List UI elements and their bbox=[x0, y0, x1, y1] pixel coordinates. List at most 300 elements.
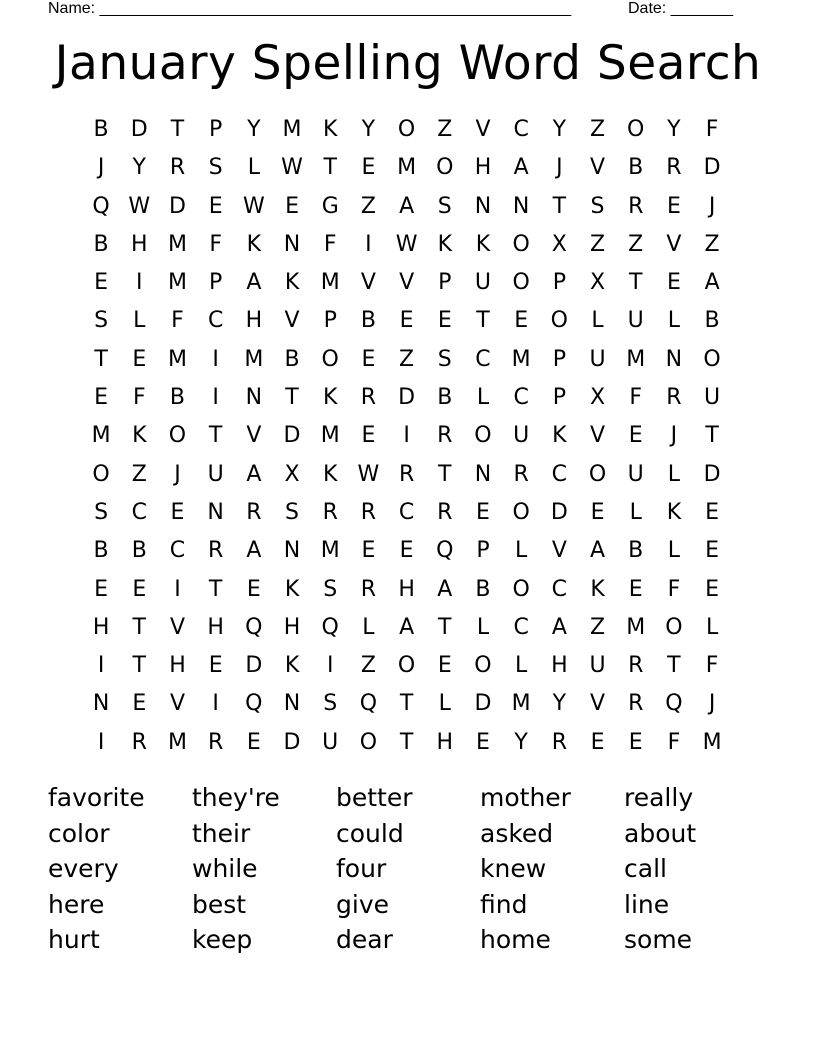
grid-letter: U bbox=[627, 308, 644, 334]
word-list-item: keep bbox=[192, 925, 253, 954]
grid-letter: E bbox=[170, 499, 185, 525]
grid-letter: I bbox=[97, 653, 105, 679]
grid-letter: R bbox=[360, 385, 377, 411]
grid-letter: R bbox=[513, 461, 529, 487]
grid-letter: E bbox=[628, 729, 643, 755]
grid-letter: J bbox=[556, 155, 563, 181]
grid-letter: D bbox=[130, 117, 148, 142]
word-list-item: color bbox=[48, 818, 110, 848]
grid-letter: R bbox=[398, 461, 415, 487]
grid-letter: Z bbox=[589, 614, 606, 640]
grid-letter: Q bbox=[321, 614, 339, 640]
grid-letter: K bbox=[437, 231, 452, 257]
grid-letter: C bbox=[131, 499, 147, 525]
grid-letter: O bbox=[512, 499, 530, 525]
grid-letter: C bbox=[513, 614, 529, 640]
grid-row bbox=[82, 149, 732, 187]
grid-row bbox=[82, 111, 732, 149]
grid-letter: T bbox=[438, 614, 452, 640]
grid-letter: T bbox=[132, 614, 146, 640]
word-list-item: every bbox=[48, 854, 119, 883]
grid-letter: D bbox=[245, 653, 263, 679]
grid-letter: J bbox=[708, 691, 716, 717]
grid-letter: B bbox=[360, 308, 376, 334]
grid-letter: X bbox=[551, 231, 567, 257]
word-list-item: they're bbox=[192, 783, 280, 812]
grid-letter: M bbox=[244, 346, 264, 372]
grid-letter: M bbox=[626, 614, 646, 640]
grid-letter: S bbox=[437, 346, 452, 372]
grid-row bbox=[82, 456, 732, 494]
word-list-item: about bbox=[624, 818, 697, 848]
grid-letter: M bbox=[91, 423, 111, 449]
grid-letter: H bbox=[398, 576, 415, 602]
grid-letter: K bbox=[246, 231, 262, 257]
grid-letter: V bbox=[551, 538, 567, 564]
grid-letter: S bbox=[94, 499, 109, 525]
grid-row bbox=[82, 188, 732, 226]
grid-letter: Z bbox=[360, 653, 376, 679]
grid-letter: F bbox=[323, 231, 337, 257]
word-column bbox=[480, 780, 624, 958]
grid-letter: H bbox=[169, 653, 186, 679]
grid-letter: B bbox=[93, 231, 109, 257]
grid-letter: L bbox=[515, 653, 528, 679]
grid-letter: B bbox=[628, 155, 644, 181]
grid-letter: N bbox=[245, 385, 263, 411]
word-list-item: here bbox=[48, 889, 105, 919]
grid-letter: S bbox=[94, 308, 109, 334]
grid-letter: H bbox=[436, 729, 454, 755]
grid-letter: E bbox=[437, 653, 452, 679]
grid-letter: O bbox=[359, 729, 378, 755]
grid-letter: D bbox=[283, 423, 301, 449]
grid-row bbox=[82, 417, 732, 455]
grid-letter: N bbox=[283, 231, 301, 257]
grid-letter: P bbox=[438, 270, 452, 296]
word-list-item: home bbox=[480, 925, 551, 954]
grid-letter: R bbox=[169, 155, 186, 181]
grid-letter: R bbox=[322, 499, 338, 525]
grid-letter: M bbox=[282, 117, 302, 142]
grid-letter: F bbox=[705, 653, 719, 679]
grid-letter: R bbox=[628, 193, 644, 219]
grid-letter: E bbox=[590, 729, 605, 755]
grid-letter: O bbox=[550, 308, 568, 334]
grid-letter: F bbox=[629, 385, 643, 411]
grid-letter: U bbox=[589, 346, 606, 372]
word-list-item: could bbox=[336, 818, 404, 848]
grid-letter: F bbox=[667, 729, 681, 755]
grid-letter: H bbox=[207, 614, 224, 640]
word-list-item: really bbox=[624, 783, 694, 812]
grid-letter: J bbox=[174, 461, 181, 487]
grid-letter: O bbox=[512, 576, 530, 602]
grid-letter: L bbox=[667, 538, 681, 564]
grid-letter: S bbox=[208, 155, 223, 181]
grid-letter: V bbox=[246, 423, 262, 449]
grid-letter: K bbox=[284, 653, 300, 679]
grid-letter: Y bbox=[514, 729, 528, 755]
grid-letter: O bbox=[627, 117, 645, 142]
grid-letter: T bbox=[552, 193, 567, 219]
grid-letter: U bbox=[704, 385, 721, 411]
grid-letter: E bbox=[590, 499, 605, 525]
grid-letter: I bbox=[365, 231, 372, 257]
grid-letter: E bbox=[628, 423, 643, 449]
word-list-item: give bbox=[336, 889, 389, 919]
grid-letter: E bbox=[246, 729, 261, 755]
word-list-item: best bbox=[192, 889, 247, 919]
grid-letter: I bbox=[212, 385, 219, 411]
grid-letter: T bbox=[208, 576, 223, 602]
grid-letter: N bbox=[665, 346, 683, 372]
grid-letter: M bbox=[702, 729, 722, 755]
grid-letter: R bbox=[666, 385, 682, 411]
grid-letter: Q bbox=[92, 193, 110, 219]
grid-letter: B bbox=[93, 117, 109, 142]
word-list-item: four bbox=[336, 854, 387, 883]
grid-letter: A bbox=[399, 614, 415, 640]
letter-grid bbox=[82, 111, 732, 762]
grid-letter: O bbox=[588, 461, 607, 487]
grid-letter: A bbox=[246, 270, 262, 296]
word-list-item: asked bbox=[480, 818, 554, 848]
grid-letter: P bbox=[552, 270, 566, 296]
grid-letter: F bbox=[667, 576, 681, 602]
grid-row bbox=[82, 379, 732, 417]
grid-letter: K bbox=[132, 423, 147, 449]
grid-letter: Z bbox=[589, 231, 606, 257]
grid-letter: K bbox=[284, 270, 300, 296]
word-column bbox=[48, 780, 192, 958]
grid-letter: O bbox=[436, 155, 454, 181]
page-title: January Spelling Word Search bbox=[54, 36, 762, 91]
grid-letter: E bbox=[285, 193, 299, 219]
grid-letter: R bbox=[628, 691, 644, 717]
grid-letter: Z bbox=[437, 117, 453, 142]
grid-letter: R bbox=[437, 499, 453, 525]
grid-letter: A bbox=[399, 193, 415, 219]
grid-letter: R bbox=[360, 499, 377, 525]
grid-letter: U bbox=[627, 461, 644, 487]
grid-letter: T bbox=[399, 691, 414, 717]
grid-letter: H bbox=[131, 231, 148, 257]
grid-letter: C bbox=[207, 308, 224, 334]
grid-letter: R bbox=[208, 729, 224, 755]
grid-letter: N bbox=[474, 461, 492, 487]
grid-letter: P bbox=[476, 538, 490, 564]
word-column bbox=[192, 780, 336, 958]
grid-letter: S bbox=[437, 193, 452, 219]
grid-letter: F bbox=[209, 231, 222, 257]
grid-letter: O bbox=[474, 653, 492, 679]
grid-letter: K bbox=[590, 576, 605, 602]
grid-letter: D bbox=[550, 499, 568, 525]
grid-letter: U bbox=[207, 461, 224, 487]
grid-row bbox=[82, 264, 732, 302]
grid-letter: L bbox=[133, 308, 146, 334]
grid-letter: B bbox=[131, 538, 147, 564]
grid-letter: O bbox=[512, 231, 530, 257]
grid-letter: F bbox=[705, 117, 719, 142]
grid-letter: M bbox=[626, 346, 646, 372]
grid-letter: M bbox=[320, 538, 340, 564]
grid-letter: L bbox=[667, 308, 681, 334]
grid-letter: E bbox=[132, 576, 147, 602]
grid-letter: A bbox=[437, 576, 453, 602]
grid-letter: V bbox=[590, 423, 606, 449]
grid-letter: T bbox=[438, 461, 452, 487]
grid-row bbox=[82, 647, 732, 685]
grid-letter: E bbox=[705, 576, 720, 602]
grid-letter: O bbox=[397, 117, 416, 142]
grid-letter: M bbox=[397, 155, 417, 181]
grid-letter: B bbox=[704, 308, 720, 334]
grid-letter: K bbox=[475, 231, 491, 257]
grid-letter: L bbox=[476, 614, 490, 640]
grid-letter: E bbox=[705, 538, 720, 564]
grid-letter: T bbox=[285, 385, 299, 411]
grid-letter: L bbox=[476, 385, 490, 411]
grid-letter: W bbox=[395, 231, 418, 257]
word-list-item: hurt bbox=[48, 925, 100, 954]
grid-letter: U bbox=[589, 653, 606, 679]
grid-letter: Y bbox=[552, 117, 567, 142]
grid-letter: V bbox=[169, 614, 185, 640]
grid-letter: A bbox=[551, 614, 567, 640]
grid-letter: K bbox=[284, 576, 300, 602]
word-list-item: their bbox=[192, 818, 251, 848]
grid-letter: Z bbox=[704, 231, 720, 257]
grid-letter: H bbox=[474, 155, 492, 181]
grid-letter: F bbox=[171, 308, 184, 334]
date-field: Date: _______ bbox=[628, 0, 733, 17]
grid-letter: H bbox=[283, 614, 301, 640]
grid-letter: H bbox=[245, 308, 263, 334]
grid-letter: O bbox=[474, 423, 492, 449]
grid-row bbox=[82, 226, 732, 264]
grid-letter: I bbox=[212, 691, 219, 717]
grid-letter: C bbox=[551, 576, 568, 602]
grid-letter: D bbox=[703, 461, 721, 487]
grid-letter: Q bbox=[245, 614, 263, 640]
grid-letter: M bbox=[511, 691, 531, 717]
grid-letter: P bbox=[552, 346, 566, 372]
grid-letter: M bbox=[167, 270, 187, 296]
grid-letter: O bbox=[703, 346, 721, 372]
grid-letter: I bbox=[326, 653, 334, 679]
grid-letter: E bbox=[132, 346, 147, 372]
grid-letter: X bbox=[589, 270, 606, 296]
grid-letter: T bbox=[170, 117, 185, 142]
word-list-item: while bbox=[192, 854, 258, 883]
grid-letter: B bbox=[628, 538, 644, 564]
grid-letter: R bbox=[628, 653, 644, 679]
grid-letter: P bbox=[323, 308, 337, 334]
grid-letter: Q bbox=[359, 691, 378, 717]
grid-letter: V bbox=[169, 691, 185, 717]
grid-row bbox=[82, 341, 732, 379]
grid-letter: E bbox=[361, 155, 376, 181]
grid-letter: T bbox=[399, 729, 414, 755]
word-column bbox=[624, 780, 768, 958]
grid-letter: R bbox=[246, 499, 262, 525]
grid-letter: O bbox=[168, 423, 187, 449]
grid-letter: R bbox=[131, 729, 147, 755]
grid-letter: P bbox=[209, 117, 223, 142]
grid-letter: M bbox=[167, 729, 187, 755]
grid-letter: X bbox=[284, 461, 300, 487]
grid-letter: V bbox=[399, 270, 415, 296]
word-list-item: line bbox=[624, 889, 670, 919]
grid-letter: Q bbox=[245, 691, 263, 717]
grid-letter: I bbox=[97, 729, 105, 755]
grid-row bbox=[82, 532, 732, 570]
word-list-item: better bbox=[336, 783, 413, 812]
grid-letter: V bbox=[590, 155, 606, 181]
grid-letter: X bbox=[589, 385, 606, 411]
grid-letter: L bbox=[705, 614, 719, 640]
grid-letter: S bbox=[590, 193, 605, 219]
grid-letter: C bbox=[513, 385, 529, 411]
word-list-item: dear bbox=[336, 925, 393, 954]
grid-letter: L bbox=[362, 614, 375, 640]
grid-letter: J bbox=[97, 155, 105, 181]
grid-letter: V bbox=[666, 231, 682, 257]
grid-letter: O bbox=[665, 614, 683, 640]
grid-letter: U bbox=[322, 729, 339, 755]
grid-letter: N bbox=[283, 538, 301, 564]
grid-letter: K bbox=[552, 423, 567, 449]
grid-letter: A bbox=[513, 155, 529, 181]
grid-letter: S bbox=[323, 576, 338, 602]
grid-letter: D bbox=[474, 691, 492, 717]
grid-letter: R bbox=[437, 423, 453, 449]
grid-letter: T bbox=[323, 155, 337, 181]
grid-letter: E bbox=[705, 499, 720, 525]
grid-letter: L bbox=[591, 308, 604, 334]
grid-letter: R bbox=[208, 538, 224, 564]
grid-letter: E bbox=[628, 576, 643, 602]
grid-letter: A bbox=[246, 461, 262, 487]
grid-letter: C bbox=[513, 117, 529, 142]
grid-letter: P bbox=[552, 385, 566, 411]
grid-row bbox=[82, 571, 732, 609]
worksheet-header bbox=[48, 0, 748, 20]
grid-row bbox=[82, 685, 732, 723]
grid-letter: K bbox=[666, 499, 682, 525]
grid-letter: E bbox=[666, 193, 681, 219]
grid-letter: T bbox=[667, 653, 681, 679]
name-field: Name: _____________________________________________________ bbox=[48, 0, 572, 17]
grid-letter: N bbox=[474, 193, 492, 219]
grid-letter: I bbox=[403, 423, 410, 449]
grid-letter: K bbox=[323, 461, 338, 487]
grid-letter: D bbox=[168, 193, 186, 219]
grid-letter: K bbox=[323, 117, 338, 142]
grid-letter: T bbox=[132, 653, 146, 679]
grid-letter: D bbox=[703, 155, 721, 181]
grid-letter: K bbox=[323, 385, 338, 411]
grid-row bbox=[82, 302, 732, 340]
grid-letter: B bbox=[284, 346, 300, 372]
grid-letter: I bbox=[174, 576, 181, 602]
grid-letter: A bbox=[704, 270, 720, 296]
grid-letter: P bbox=[209, 270, 223, 296]
grid-letter: E bbox=[246, 576, 261, 602]
grid-letter: Y bbox=[552, 691, 567, 717]
word-list-item: favorite bbox=[48, 783, 145, 812]
word-list-item: call bbox=[624, 854, 667, 883]
grid-letter: Z bbox=[399, 346, 415, 372]
grid-letter: M bbox=[167, 346, 187, 372]
grid-letter: E bbox=[399, 308, 414, 334]
grid-letter: N bbox=[283, 691, 301, 717]
grid-letter: E bbox=[437, 308, 452, 334]
grid-letter: T bbox=[705, 423, 719, 449]
grid-letter: J bbox=[670, 423, 678, 449]
grid-letter: Y bbox=[667, 117, 681, 142]
grid-letter: C bbox=[169, 538, 186, 564]
grid-letter: W bbox=[242, 193, 265, 219]
grid-row bbox=[82, 609, 732, 647]
grid-row bbox=[82, 724, 732, 762]
grid-letter: E bbox=[208, 653, 223, 679]
grid-letter: E bbox=[94, 270, 109, 296]
grid-letter: V bbox=[360, 270, 376, 296]
grid-letter: N bbox=[512, 193, 530, 219]
grid-letter: A bbox=[246, 538, 262, 564]
grid-letter: W bbox=[128, 193, 151, 219]
grid-letter: O bbox=[512, 270, 530, 296]
grid-letter: A bbox=[590, 538, 606, 564]
grid-letter: E bbox=[361, 538, 376, 564]
grid-letter: R bbox=[666, 155, 682, 181]
grid-letter: M bbox=[320, 270, 340, 296]
grid-letter: W bbox=[357, 461, 380, 487]
word-list-item: mother bbox=[480, 783, 571, 812]
grid-letter: E bbox=[361, 346, 376, 372]
grid-letter: D bbox=[283, 729, 301, 755]
grid-letter: H bbox=[551, 653, 568, 679]
grid-letter: L bbox=[667, 461, 681, 487]
grid-letter: O bbox=[92, 461, 110, 487]
grid-letter: G bbox=[321, 193, 339, 219]
grid-letter: E bbox=[514, 308, 529, 334]
grid-letter: V bbox=[284, 308, 300, 334]
grid-row bbox=[82, 494, 732, 532]
grid-letter: Y bbox=[361, 117, 376, 142]
grid-letter: O bbox=[397, 653, 416, 679]
grid-letter: I bbox=[212, 346, 219, 372]
grid-letter: S bbox=[285, 499, 300, 525]
grid-letter: B bbox=[169, 385, 186, 411]
grid-letter: B bbox=[475, 576, 491, 602]
grid-letter: Z bbox=[628, 231, 644, 257]
grid-letter: Z bbox=[589, 117, 606, 142]
grid-letter: S bbox=[323, 691, 338, 717]
grid-letter: Q bbox=[665, 691, 683, 717]
grid-letter: E bbox=[666, 270, 681, 296]
grid-letter: L bbox=[515, 538, 528, 564]
grid-letter: E bbox=[476, 499, 490, 525]
grid-letter: E bbox=[132, 691, 147, 717]
grid-letter: J bbox=[708, 193, 716, 219]
grid-letter: I bbox=[136, 270, 143, 296]
grid-letter: T bbox=[476, 308, 490, 334]
grid-letter: E bbox=[208, 193, 223, 219]
